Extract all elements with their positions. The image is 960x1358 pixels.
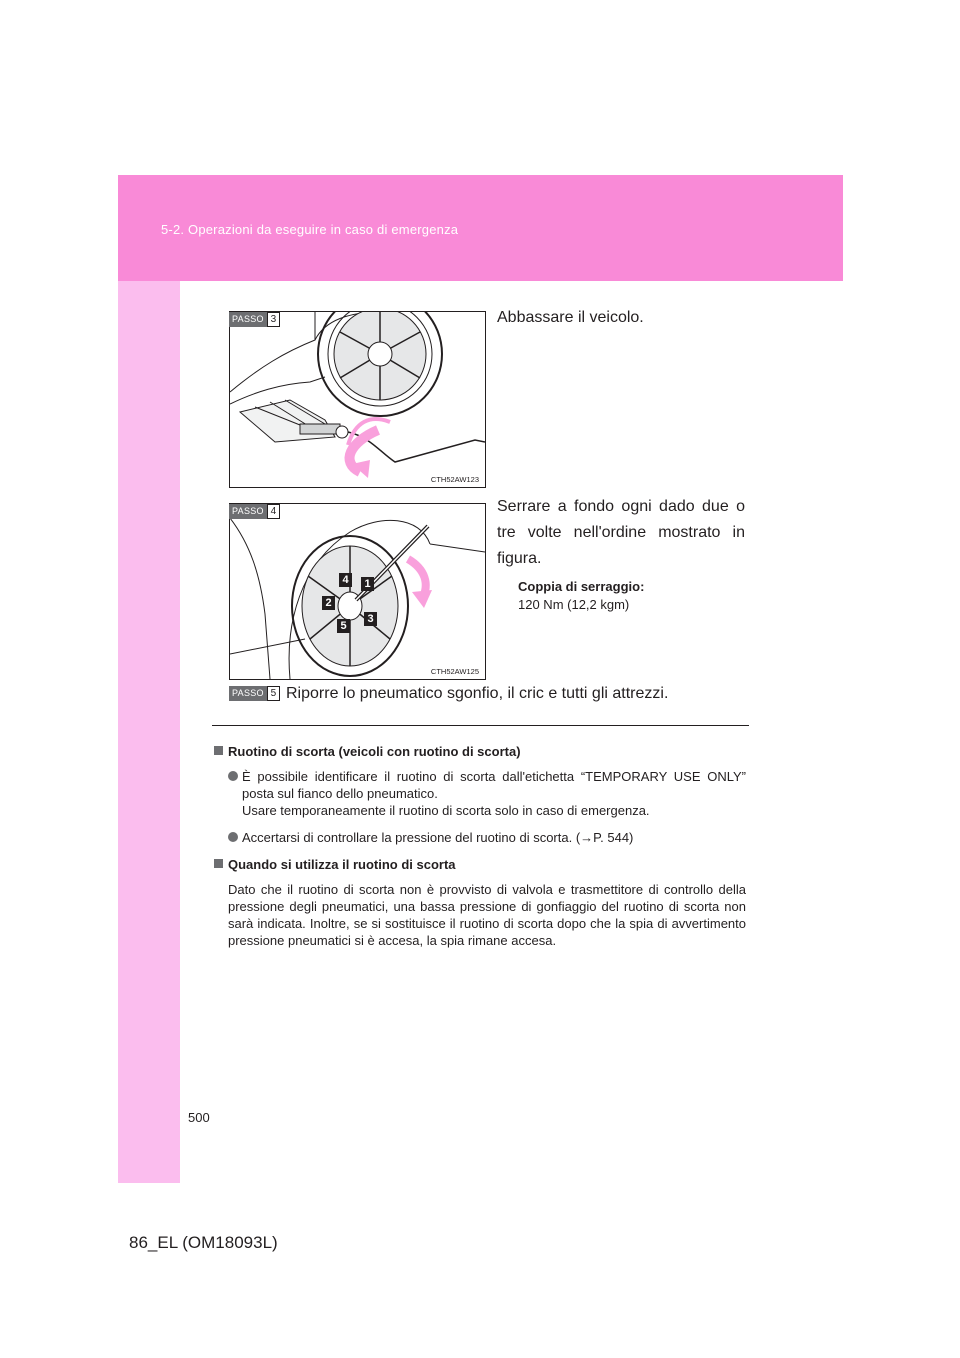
section-divider	[212, 725, 749, 726]
side-band	[118, 175, 180, 1183]
note-heading	[214, 856, 746, 873]
nut-label: 4	[339, 573, 352, 587]
torque-value: 120 Nm (12,2 kgm)	[518, 597, 630, 612]
round-bullet-icon	[228, 832, 238, 842]
step-word: PASSO	[229, 686, 267, 701]
tighten-nuts-illustration	[230, 504, 485, 679]
nut-label: 3	[364, 612, 377, 626]
note-bullet-text: Usare temporaneamente il ruotino di scorta solo in caso di emergenza.	[242, 803, 650, 818]
torque-label: Coppia di serraggio:	[518, 579, 645, 594]
step-word: PASSO	[229, 504, 267, 519]
section-title: 5-2. Operazioni da eseguire in caso di emergenza	[161, 222, 459, 237]
note-paragraph: Dato che il ruotino di scorta non è provvisto di valvola e trasmettitore di controllo della pressione degli pneumatici, una bassa pressione di gonfiaggio del ruotino di scorta non sarà indicata. Inoltre, se si sostituisce il ruotino di scorta dopo che la spia di avvertimento pressione pneumatici si è accesa, la spia rimane accesa.	[228, 882, 746, 948]
step-4-tag	[229, 504, 280, 519]
step-number: 3	[267, 312, 280, 327]
note-heading	[214, 743, 746, 760]
step-number: 5	[267, 686, 280, 701]
note-bullet-text: Accertarsi di controllare la pressione del ruotino di scorta. (→P. 544)	[242, 830, 634, 845]
square-bullet-icon	[214, 746, 223, 755]
lower-vehicle-illustration	[230, 312, 485, 487]
square-bullet-icon	[214, 859, 223, 868]
figure-lower-vehicle	[229, 311, 486, 488]
nut-label: 2	[322, 596, 335, 610]
notes-section	[214, 743, 746, 955]
nut-label: 1	[361, 577, 374, 591]
nut-label: 5	[337, 619, 350, 633]
round-bullet-icon	[228, 771, 238, 781]
note-bullet	[214, 829, 746, 846]
torque-spec	[518, 578, 644, 614]
figure-tighten-nuts	[229, 503, 486, 680]
figure-code: CTH52AW123	[430, 475, 479, 484]
step-3-text: Abbassare il veicolo.	[497, 309, 644, 326]
step-word: PASSO	[229, 312, 267, 327]
figure-code: CTH52AW125	[430, 667, 479, 676]
step-5-tag	[229, 686, 280, 701]
footer-code: 86_EL (OM18093L)	[129, 1233, 278, 1252]
note-heading-text: Quando si utilizza il ruotino di scorta	[228, 857, 456, 872]
step-number: 4	[267, 504, 280, 519]
step-3-tag	[229, 312, 280, 327]
note-bullet	[214, 768, 746, 819]
step-4-text: Serrare a fondo ogni dado due o tre volte nell'ordine mostrato in figura.	[497, 498, 745, 567]
note-bullet-text: È possibile identificare il ruotino di scorta dall'etichetta “TEMPORARY USE ONLY” posta sul fianco dello pneumatico.	[242, 769, 746, 801]
step-5-text: Riporre lo pneumatico sgonfio, il cric e tutti gli attrezzi.	[286, 685, 669, 702]
note-heading-text: Ruotino di scorta (veicoli con ruotino di scorta)	[228, 744, 521, 759]
page-number: 500	[188, 1110, 210, 1125]
